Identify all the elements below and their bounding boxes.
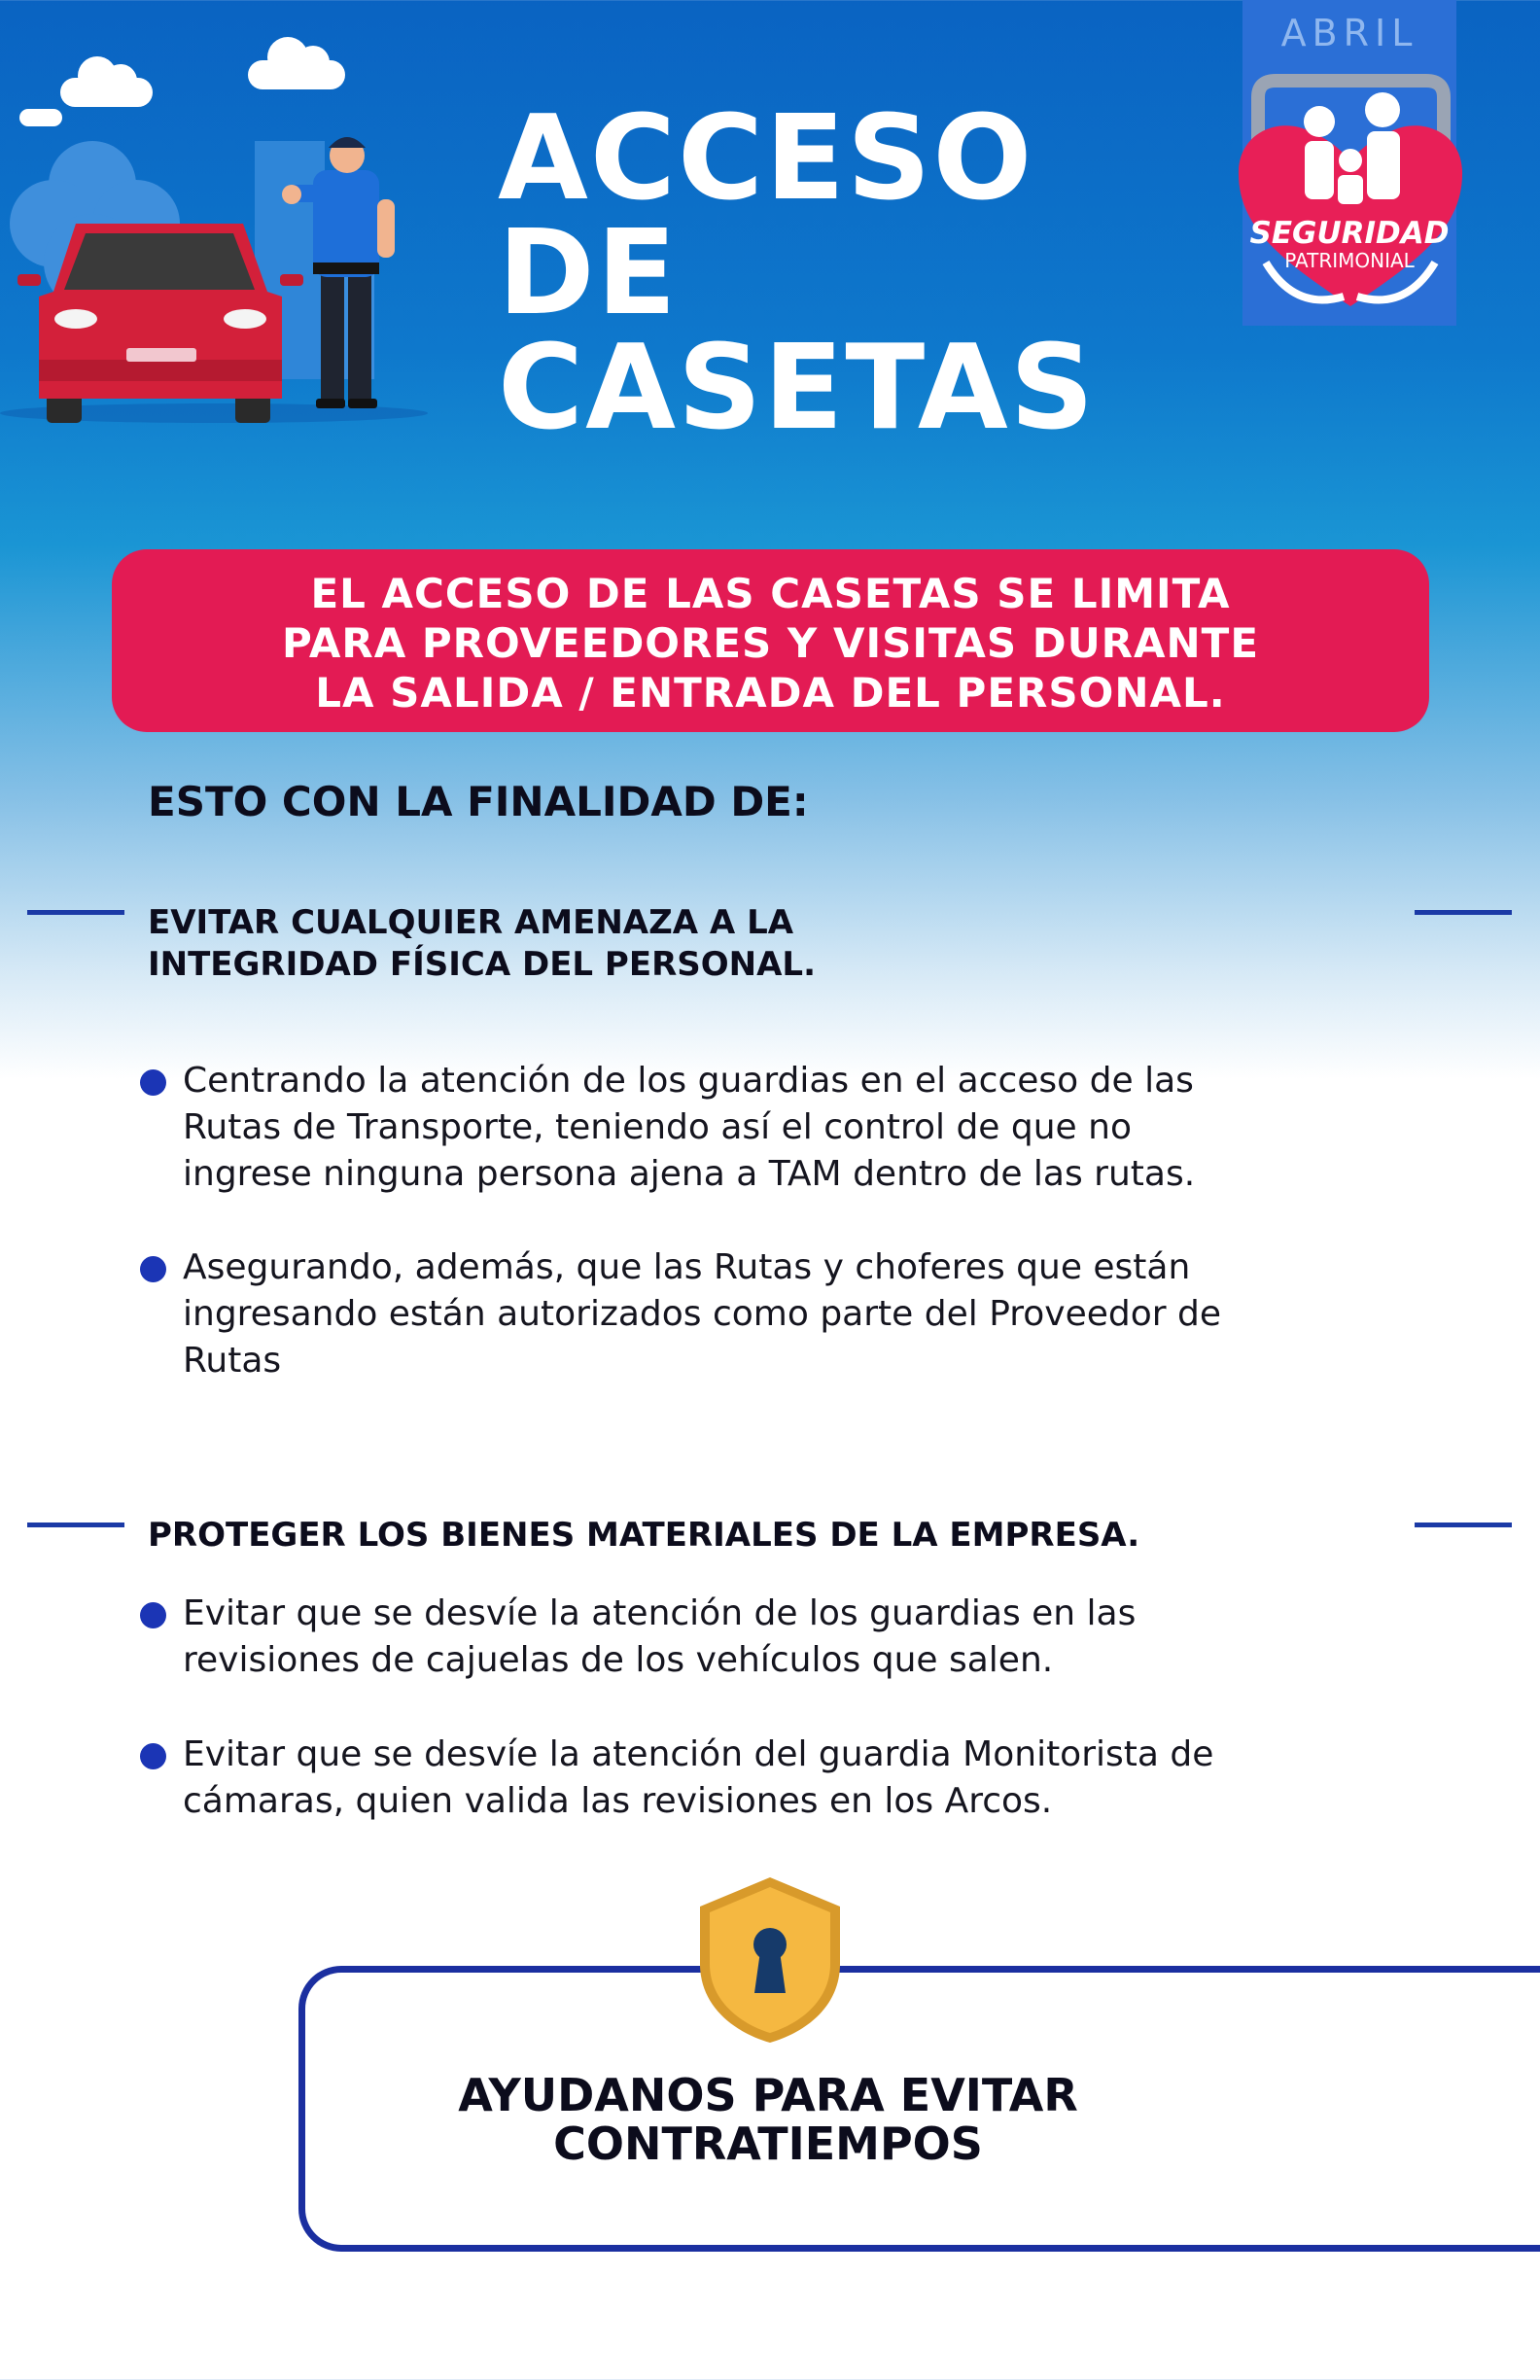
bullet-dot (140, 1069, 166, 1096)
section-title-material-assets (148, 1515, 1139, 1557)
call-to-action-text (292, 2071, 1244, 2168)
list-item-line: Evitar que se desvíe la atención de los guardias en las (183, 1593, 1137, 1633)
cta-line: AYUDANOS PARA EVITAR (458, 2069, 1078, 2121)
section-title-physical-integrity (148, 902, 816, 986)
divider-dash (1415, 1522, 1512, 1527)
bullet-dot (140, 1602, 166, 1628)
badge-name: SEGURIDAD (1249, 216, 1450, 251)
title-line: DE (498, 206, 679, 341)
page-title (498, 91, 1097, 456)
badge-month: ABRIL (1280, 12, 1418, 54)
list-item-line: ingrese ninguna persona ajena a TAM dentro de las rutas. (183, 1154, 1196, 1194)
car-and-guard-illustration (0, 117, 467, 438)
section-title-line: EVITAR CUALQUIER AMENAZA A LA (148, 903, 794, 942)
title-line: CASETAS (498, 321, 1097, 456)
keyhole-shield-icon (692, 1872, 848, 2047)
list-item-line: Rutas (183, 1341, 282, 1381)
divider-dash (27, 910, 124, 915)
info-banner-text (112, 569, 1429, 718)
divider-dash (1415, 910, 1512, 915)
title-line: ACCESO (498, 91, 1034, 227)
banner-line: PARA PROVEEDORES Y VISITAS DURANTE (281, 619, 1260, 667)
list-item-line: revisiones de cajuelas de los vehículos que salen. (183, 1640, 1054, 1680)
list-item (183, 1591, 1379, 1684)
list-item-line: Centrando la atención de los guardias en el acceso de las (183, 1061, 1194, 1101)
cta-line: CONTRATIEMPOS (553, 2118, 983, 2170)
list-item-line: Rutas de Transporte, teniendo así el control de que no (183, 1107, 1132, 1147)
bullet-dot (140, 1256, 166, 1282)
list-item-line: Evitar que se desvíe la atención del guardia Monitorista de (183, 1734, 1214, 1774)
list-item (183, 1732, 1379, 1825)
section-title-line: INTEGRIDAD FÍSICA DEL PERSONAL. (148, 945, 816, 984)
banner-line: LA SALIDA / ENTRADA DEL PERSONAL. (315, 669, 1226, 717)
cloud-icon (60, 78, 153, 107)
cloud-icon (248, 60, 345, 89)
list-item-line: ingresando están autorizados como parte del Proveedor de (183, 1294, 1222, 1334)
bullet-dot (140, 1743, 166, 1769)
purpose-heading: ESTO CON LA FINALIDAD DE: (148, 778, 809, 825)
badge-subtitle: PATRIMONIAL (1284, 249, 1415, 272)
divider-dash (27, 1522, 124, 1527)
list-item (183, 1244, 1379, 1384)
banner-line: EL ACCESO DE LAS CASETAS SE LIMITA (310, 570, 1231, 617)
list-item-line: cámaras, quien valida las revisiones en los Arcos. (183, 1781, 1053, 1821)
list-item-line: Asegurando, además, que las Rutas y choferes que están (183, 1247, 1191, 1287)
section-title-line: PROTEGER LOS BIENES MATERIALES DE LA EMPRESA. (148, 1516, 1140, 1555)
family-shield-logo-icon (1227, 63, 1475, 331)
list-item (183, 1058, 1379, 1198)
